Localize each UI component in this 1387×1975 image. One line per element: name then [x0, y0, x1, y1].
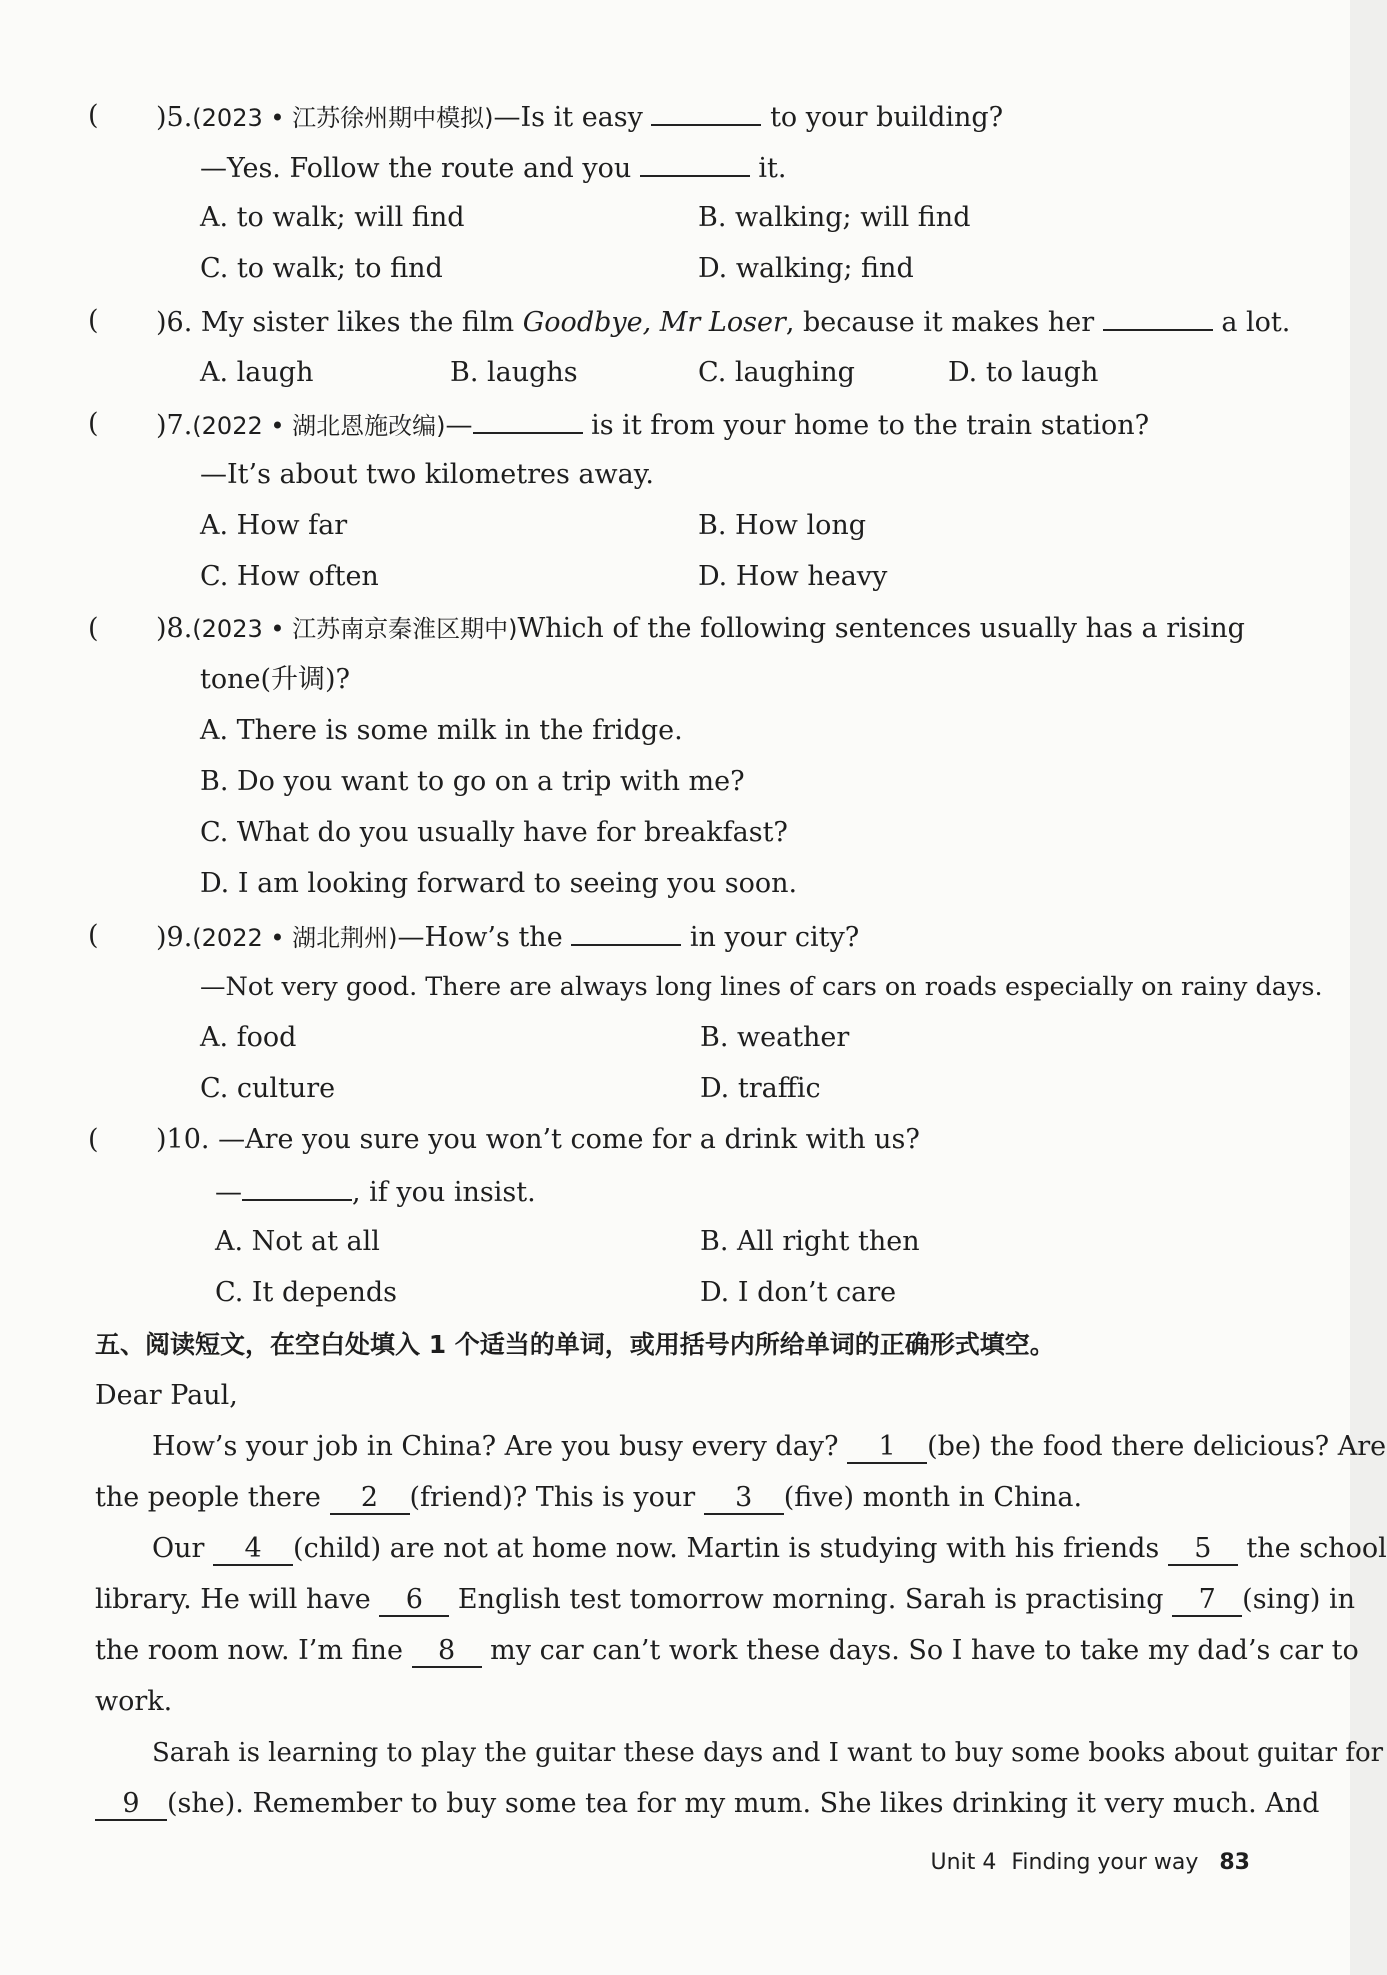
stem-text: —Are you sure you won’t come for a drink with us? — [218, 1124, 920, 1155]
paragraph-2-line-2 — [95, 1582, 1355, 1618]
option-a[interactable]: A. Not at all — [215, 1226, 380, 1257]
numbered-blank[interactable]: 3 — [704, 1483, 784, 1515]
answer-paren: ( — [88, 100, 99, 131]
paragraph-3-line-2 — [95, 1786, 1319, 1822]
paragraph-1-line-1 — [152, 1429, 1386, 1465]
answer-blank[interactable] — [640, 149, 750, 177]
question-source: (2023 • 江苏徐州期中模拟) — [192, 104, 494, 132]
option-d[interactable]: D. walking; find — [698, 253, 914, 284]
stem-text: Which of the following sentences usually has a rising — [517, 613, 1245, 644]
page-footer — [931, 1848, 1250, 1878]
option-a[interactable]: A. to walk; will find — [200, 202, 465, 233]
letter-greeting: Dear Paul, — [95, 1380, 238, 1411]
option-a[interactable]: A. laugh — [200, 357, 314, 388]
stem-text: is it from your home to the train station? — [591, 410, 1150, 441]
stem-text: it. — [758, 153, 787, 184]
numbered-blank[interactable]: 4 — [213, 1534, 293, 1566]
question-5-stem — [156, 98, 1003, 136]
numbered-blank[interactable]: 1 — [847, 1432, 927, 1464]
option-b[interactable]: B. laughs — [450, 357, 578, 388]
numbered-blank[interactable]: 2 — [330, 1483, 410, 1515]
numbered-blank[interactable]: 7 — [1172, 1585, 1242, 1617]
option-b[interactable]: B. Do you want to go on a trip with me? — [200, 766, 745, 797]
question-source: (2022 • 湖北荆州) — [192, 924, 398, 952]
paragraph-3-line-1: Sarah is learning to play the guitar these days and I want to buy some books about guitar for — [152, 1738, 1384, 1768]
letter-text: my car can’t work these days. So I have to take my dad’s car to — [490, 1635, 1359, 1666]
letter-text: the room now. I’m fine — [95, 1635, 403, 1666]
option-c[interactable]: C. How often — [200, 561, 379, 592]
section-heading: 五、阅读短文，在空白处填入 1 个适当的单词，或用括号内所给单词的正确形式填空。 — [95, 1330, 1055, 1359]
question-7-line2: —It’s about two kilometres away. — [200, 459, 654, 490]
option-c[interactable]: C. laughing — [698, 357, 855, 388]
letter-text: library. He will have — [95, 1584, 371, 1615]
stem-text: to your building? — [770, 102, 1004, 133]
answer-blank[interactable] — [242, 1173, 352, 1201]
option-b[interactable]: B. walking; will find — [698, 202, 971, 233]
answer-blank[interactable] — [1103, 303, 1213, 331]
question-number: )6. — [156, 307, 193, 338]
letter-text: English test tomorrow morning. Sarah is practising — [457, 1584, 1164, 1615]
numbered-blank[interactable]: 9 — [95, 1789, 167, 1821]
question-7-stem — [156, 406, 1149, 444]
question-number: )8. — [156, 613, 193, 644]
numbered-blank[interactable]: 8 — [412, 1636, 482, 1668]
answer-paren: ( — [88, 305, 99, 336]
stem-text: , because it makes her — [785, 307, 1095, 338]
question-number: )7. — [156, 410, 193, 441]
option-a[interactable]: A. food — [200, 1022, 297, 1053]
option-a[interactable]: A. How far — [200, 510, 348, 541]
option-c[interactable]: C. It depends — [215, 1277, 398, 1308]
letter-text: How’s your job in China? Are you busy every day? — [152, 1431, 839, 1462]
option-b[interactable]: B. How long — [698, 510, 867, 541]
stem-text: — — [215, 1177, 242, 1208]
stem-text: —Is it easy — [493, 102, 643, 133]
stem-text: My sister likes the film — [200, 307, 515, 338]
question-number: )10. — [156, 1124, 210, 1155]
question-6-stem — [156, 303, 1290, 341]
question-number: )5. — [156, 102, 193, 133]
stem-text: in your city? — [689, 922, 860, 953]
stem-text: — — [445, 410, 473, 441]
answer-paren: ( — [88, 920, 99, 951]
numbered-blank[interactable]: 6 — [379, 1585, 449, 1617]
option-d[interactable]: D. I am looking forward to seeing you soon. — [200, 868, 798, 899]
paragraph-2-line-1 — [152, 1531, 1387, 1567]
question-source: (2023 • 江苏南京秦淮区期中) — [192, 615, 518, 643]
option-c[interactable]: C. culture — [200, 1073, 336, 1104]
option-a[interactable]: A. There is some milk in the fridge. — [200, 715, 683, 746]
footer-title: Finding your way — [1011, 1850, 1199, 1875]
numbered-blank[interactable]: 5 — [1168, 1534, 1238, 1566]
letter-text: (be) the food there delicious? Are — [927, 1431, 1387, 1462]
question-9-stem — [156, 918, 859, 956]
question-source: (2022 • 湖北恩施改编) — [192, 412, 446, 440]
letter-text: (child) are not at home now. Martin is studying with his friends — [293, 1533, 1160, 1564]
film-title: Goodbye, Mr Loser — [522, 307, 786, 338]
letter-text: (she). Remember to buy some tea for my mum. She likes drinking it very much. And — [167, 1788, 1320, 1819]
letter-text: (five) month in China. — [783, 1482, 1083, 1513]
paragraph-1-line-2 — [95, 1480, 1082, 1516]
question-10-line2 — [215, 1173, 536, 1211]
answer-paren: ( — [88, 1124, 99, 1155]
question-10-stem — [156, 1122, 920, 1158]
question-9-line2: —Not very good. There are always long lines of cars on roads especially on rainy days. — [200, 972, 1323, 1002]
stem-text: a lot. — [1221, 307, 1291, 338]
stem-text: , if you insist. — [352, 1177, 536, 1208]
question-number: )9. — [156, 922, 193, 953]
option-d[interactable]: D. How heavy — [698, 561, 888, 592]
option-d[interactable]: D. traffic — [700, 1073, 821, 1104]
option-c[interactable]: C. to walk; to find — [200, 253, 443, 284]
question-8-line2: tone(升调)? — [200, 664, 351, 695]
answer-blank[interactable] — [651, 98, 761, 126]
option-c[interactable]: C. What do you usually have for breakfast? — [200, 817, 788, 848]
letter-text: the people there — [95, 1482, 321, 1513]
question-5-line2 — [200, 149, 787, 187]
footer-unit: Unit 4 — [930, 1850, 997, 1875]
page-number: 83 — [1219, 1850, 1250, 1875]
option-d[interactable]: D. to laugh — [948, 357, 1099, 388]
answer-paren: ( — [88, 408, 99, 439]
paragraph-2-line-3 — [95, 1633, 1359, 1669]
paragraph-2-line-4: work. — [95, 1686, 173, 1717]
letter-text: (sing) in — [1242, 1584, 1356, 1615]
option-d[interactable]: D. I don’t care — [700, 1277, 897, 1308]
answer-paren: ( — [88, 613, 99, 644]
letter-text: the school — [1246, 1533, 1387, 1564]
letter-text: (friend)? This is your — [409, 1482, 696, 1513]
question-8-stem — [156, 611, 1245, 647]
letter-text: Our — [152, 1533, 205, 1564]
stem-text: —How’s the — [397, 922, 563, 953]
option-b[interactable]: B. All right then — [700, 1226, 920, 1257]
answer-blank[interactable] — [571, 918, 681, 946]
answer-blank[interactable] — [473, 406, 583, 434]
stem-text: —Yes. Follow the route and you — [200, 153, 632, 184]
option-b[interactable]: B. weather — [700, 1022, 850, 1053]
